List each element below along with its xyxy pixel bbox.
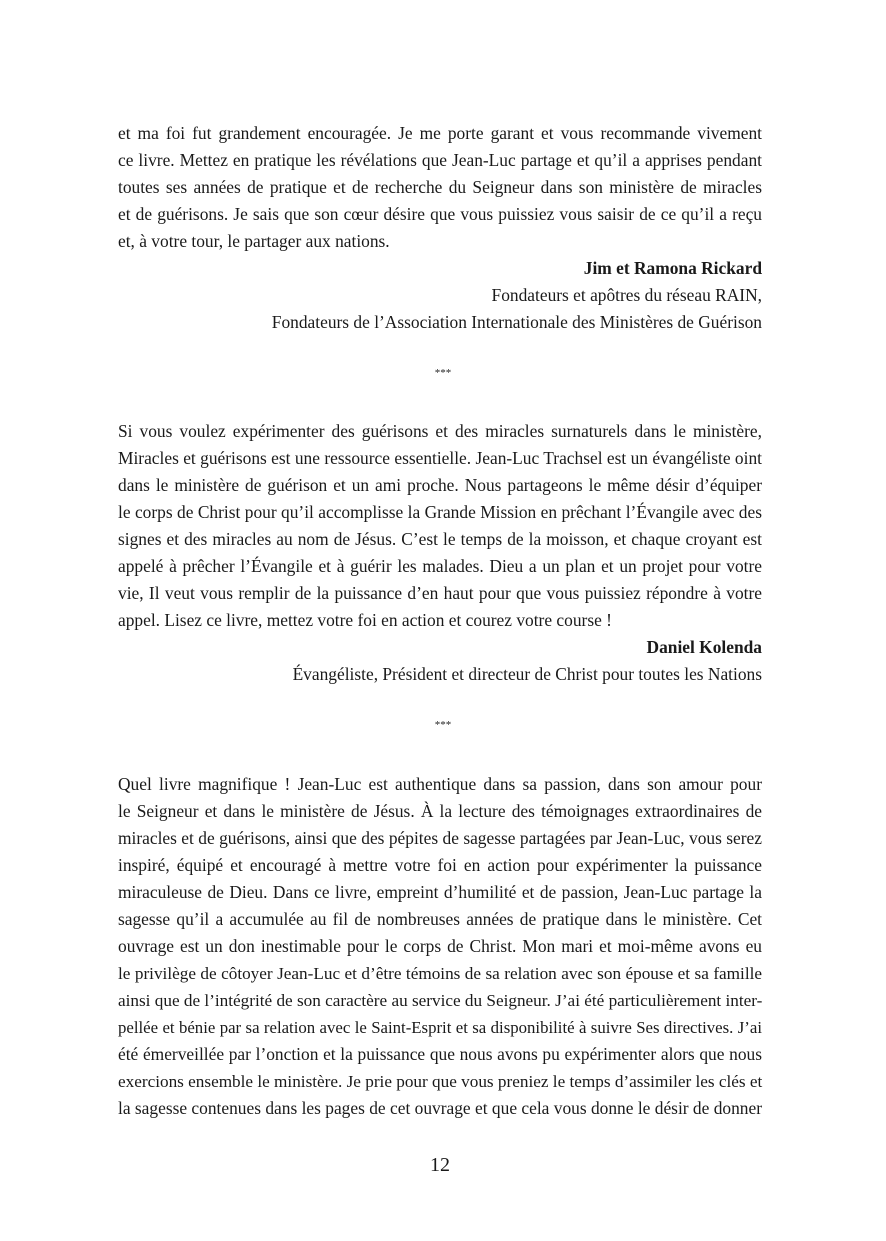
paragraph-line: Quel livre magnifique ! Jean-Luc est authentique dans sa passion, dans son amour pour: [118, 774, 762, 794]
page-number: 12: [430, 1154, 450, 1176]
paragraph-line: et de guérisons. Je sais que son cœur désire que vous puissiez vous saisir de ce qu’il a reçu: [118, 204, 762, 224]
paragraph-line: inspiré, équipé et encouragé à mettre votre foi en action pour expérimenter la puissance: [118, 855, 762, 875]
paragraph-line: ainsi que de l’intégrité de son caractère au service du Seigneur. J’ai été particulièrement inter-: [118, 991, 763, 1010]
testimonial-third: [118, 771, 762, 1122]
paragraph-line: pellée et bénie par sa relation avec le Saint-Esprit et sa disponibilité à suivre Ses directives. J’ai: [118, 1018, 762, 1037]
paragraph-line: Miracles et guérisons est une ressource essentielle. Jean-Luc Trachsel est un évangéliste oint: [118, 448, 762, 468]
paragraph-line: et, à votre tour, le partager aux nations.: [118, 231, 390, 251]
paragraph-line: miracles et de guérisons, ainsi que des pépites de sagesse partagées par Jean-Luc, vous serez: [118, 828, 762, 848]
signature-author: Daniel Kolenda: [646, 637, 762, 657]
paragraph-line: le Seigneur et dans le ministère de Jésus. À la lecture des témoignages extraordinaires de: [118, 801, 762, 821]
paragraph-line: appelé à prêcher l’Évangile et à guérir les malades. Dieu a un plan et un projet pour votre: [118, 556, 762, 576]
paragraph-line: sagesse qu’il a accumulée au fil de nombreuses années de pratique dans le ministère. Cet: [118, 909, 762, 929]
section-separator: ***: [434, 367, 452, 379]
paragraph-line: ce livre. Mettez en pratique les révélations que Jean-Luc partage et qu’il a apprises pendant: [118, 150, 762, 170]
signature-title: Fondateurs et apôtres du réseau RAIN,: [491, 285, 762, 305]
paragraph-line: exercions ensemble le ministère. Je prie pour que vous preniez le temps d’assimiler les clés et: [118, 1072, 763, 1091]
paragraph-line: Si vous voulez expérimenter des guérisons et des miracles surnaturels dans le ministère,: [118, 421, 762, 441]
paragraph-line: toutes ses années de pratique et de recherche du Seigneur dans son ministère de miracles: [118, 177, 762, 197]
paragraph-line: le corps de Christ pour qu’il accomplisse la Grande Mission en prêchant l’Évangile avec des: [118, 502, 762, 522]
testimonial-kolenda: [118, 418, 762, 688]
paragraph-line: signes et des miracles au nom de Jésus. C’est le temps de la moisson, et chaque croyant est: [118, 529, 762, 549]
signature-author: Jim et Ramona Rickard: [583, 258, 762, 278]
signature-title: Évangéliste, Président et directeur de Christ pour toutes les Nations: [292, 664, 762, 684]
section-separator: ***: [434, 719, 452, 731]
paragraph-line: été émerveillée par l’onction et la puissance que nous avons pu expérimenter alors que nous: [118, 1044, 762, 1064]
testimonial-rickard: [118, 120, 762, 336]
paragraph-line: le privilège de côtoyer Jean-Luc et d’être témoins de sa relation avec son épouse et sa famille: [118, 964, 762, 983]
paragraph-line: et ma foi fut grandement encouragée. Je me porte garant et vous recommande vivement: [118, 123, 762, 143]
paragraph-line: miraculeuse de Dieu. Dans ce livre, empreint d’humilité et de passion, Jean-Luc partage la: [118, 882, 762, 902]
paragraph-line: la sagesse contenues dans les pages de cet ouvrage et que cela vous donne le désir de donner: [118, 1098, 762, 1118]
paragraph-line: appel. Lisez ce livre, mettez votre foi en action et courez votre course !: [118, 610, 612, 630]
paragraph-line: dans le ministère de guérison et un ami proche. Nous partageons le même désir d’équiper: [118, 475, 762, 495]
paragraph-line: vie, Il veut vous remplir de la puissance d’en haut pour que vous puissiez répondre à votre: [118, 583, 762, 603]
paragraph-line: ouvrage est un don inestimable pour le corps de Christ. Mon mari et moi-même avons eu: [118, 936, 762, 956]
signature-title: Fondateurs de l’Association Internationale des Ministères de Guérison: [271, 312, 762, 332]
